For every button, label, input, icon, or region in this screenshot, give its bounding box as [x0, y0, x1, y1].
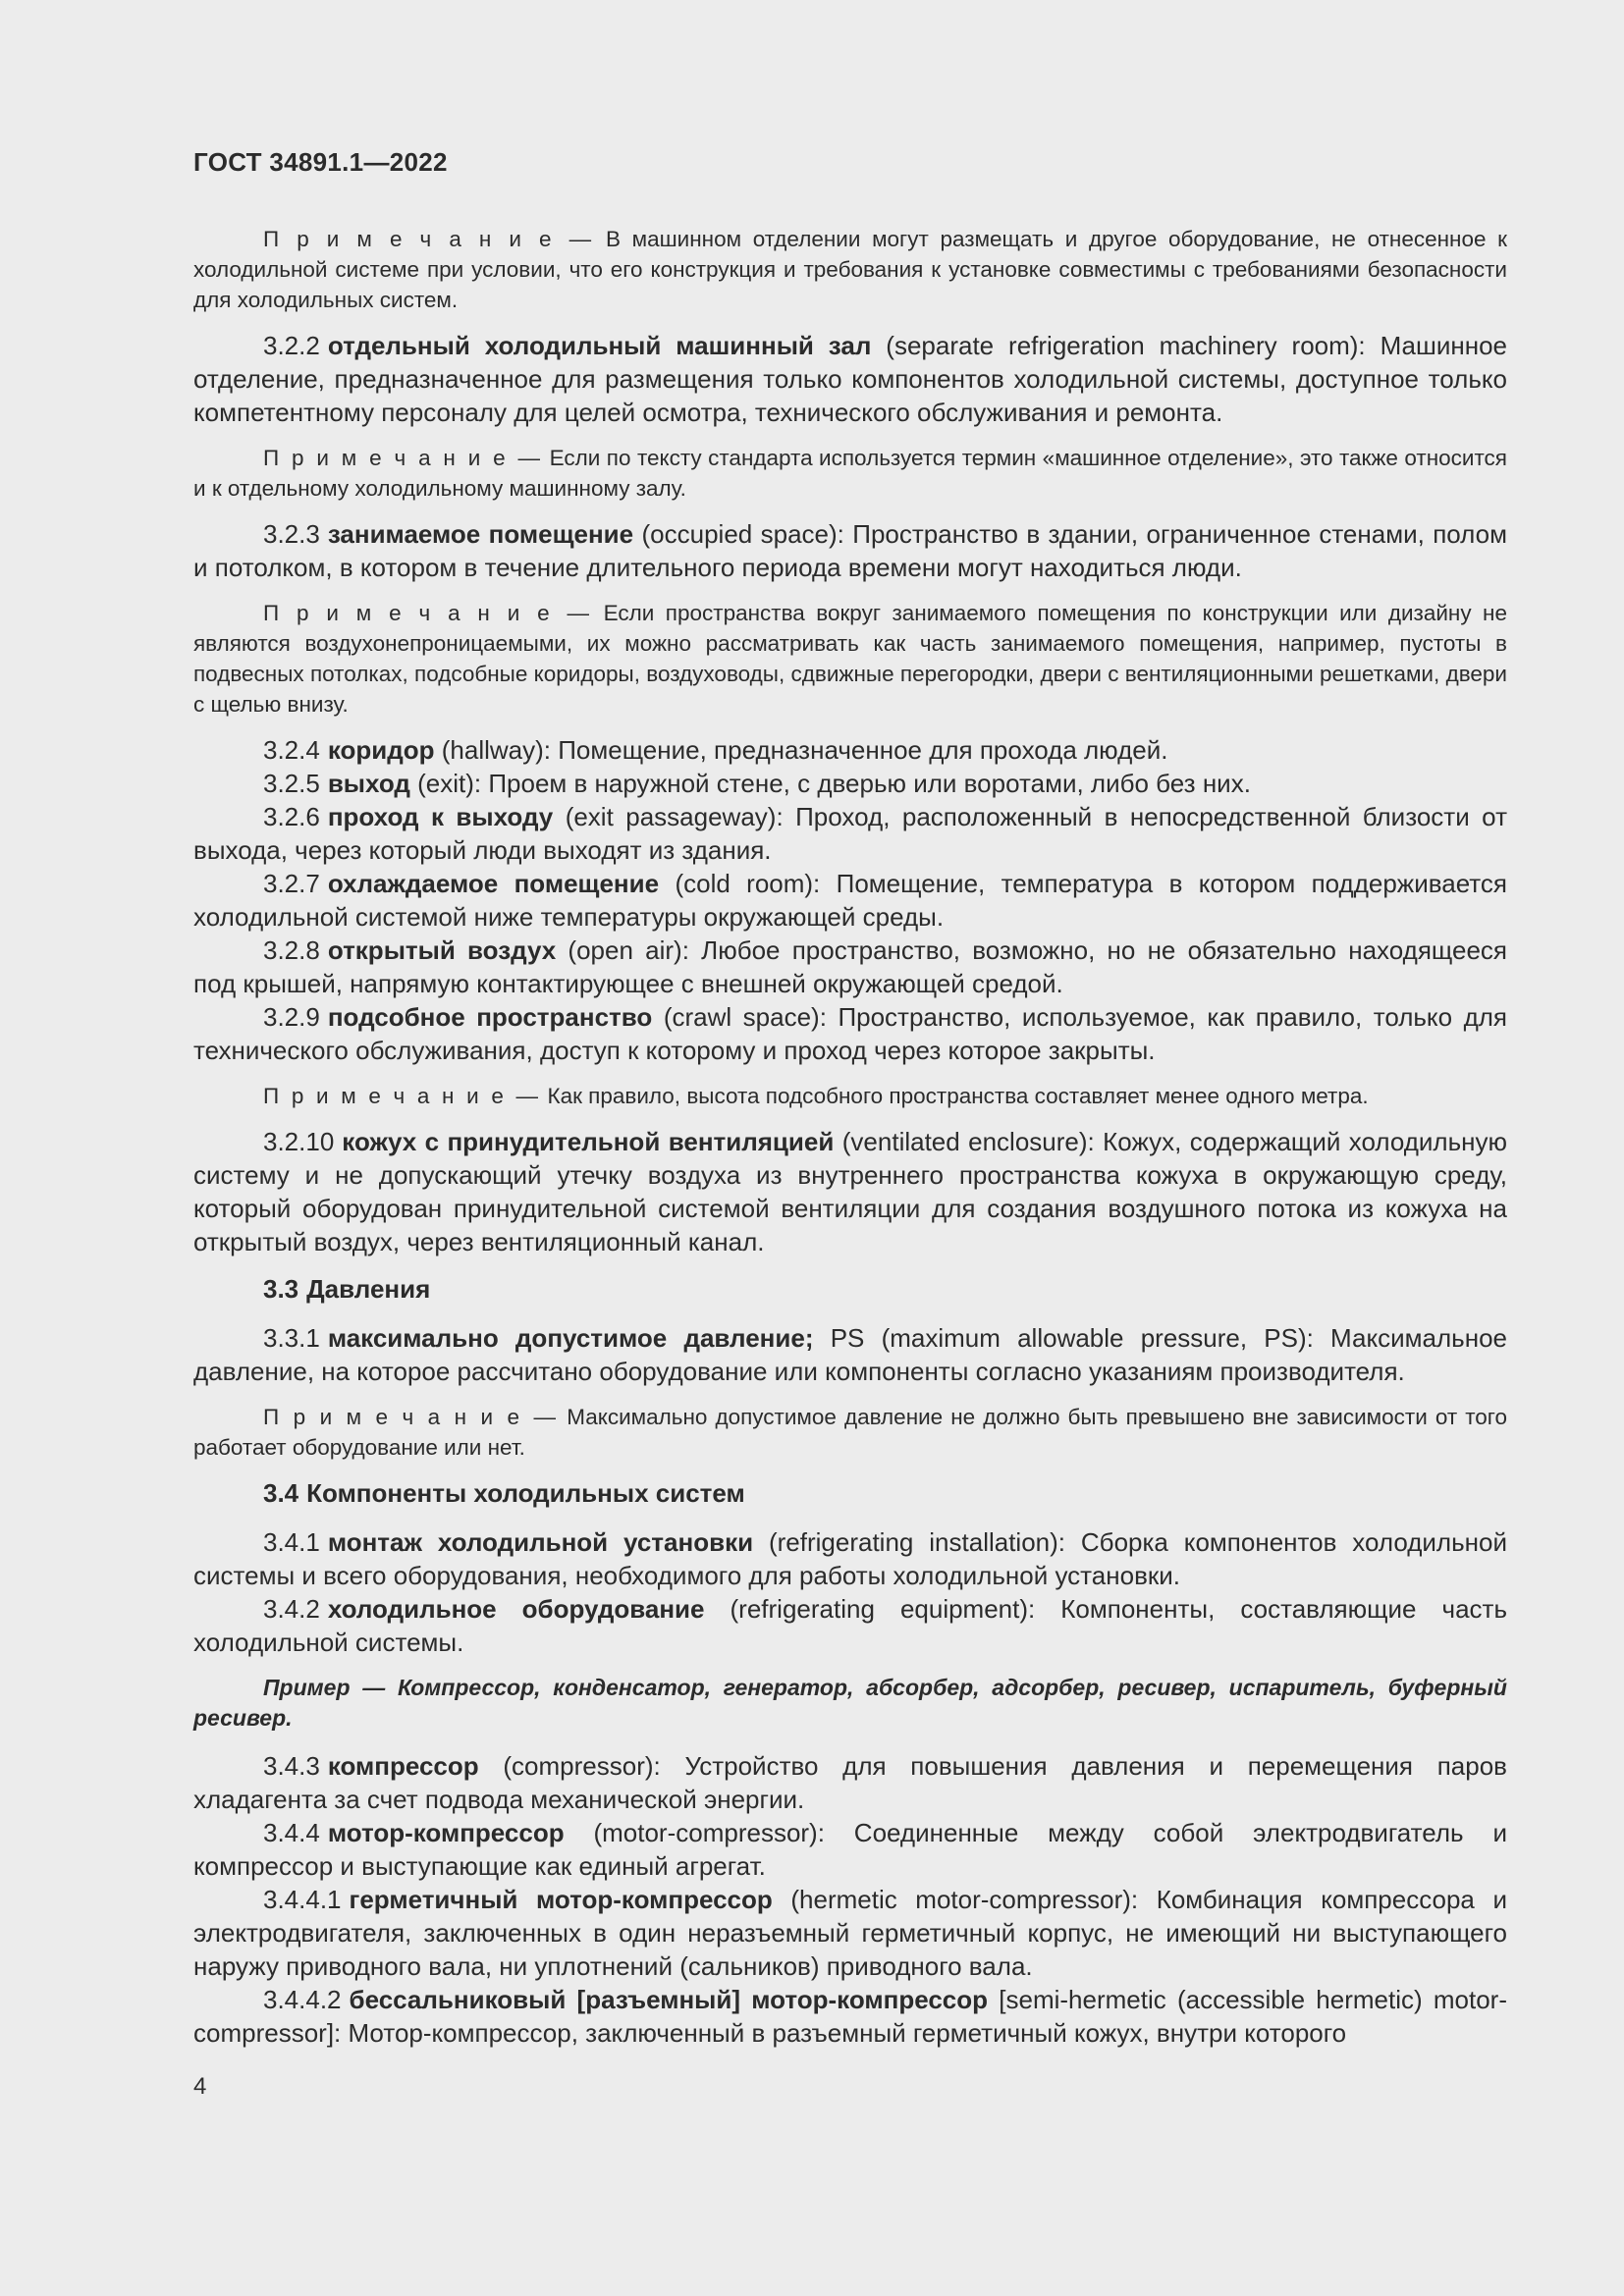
term-definition [193, 1125, 1507, 1258]
term-name: компрессор [327, 1751, 479, 1781]
term-text: (cold room): Помещение, температура в котором поддерживается холодильной системой ниже температуры окружающей среды. [193, 869, 1507, 932]
term-number: 3.2.7 [263, 869, 320, 898]
term-text: PS (maximum allowable pressure, PS): Максимальное давление, на которое рассчитано оборудование или компоненты согласно указаниям производителя. [193, 1323, 1507, 1386]
example-text: Пример — Компрессор, конденсатор, генератор, абсорбер, адсорбер, ресивер, испаритель, буферный ресивер. [193, 1675, 1507, 1731]
term-text: (crawl space): Пространство, используемое, как правило, только для технического обслуживания, доступ к которому и проход через которое закрыты. [193, 1002, 1507, 1065]
term-definition [193, 1525, 1507, 1592]
note-text: Если пространства вокруг занимаемого помещения по конструкции или дизайну не являются воздухонепроницаемыми, их можно рассматривать как часть занимаемого помещения, например, пустоты в подвесных потолках, подсобные коридоры, воздуховоды, сдвижные перегородки, двери с вентиляционными решетками, двери с щелью внизу. [193, 601, 1507, 717]
term-text: (hermetic motor-compressor): Комбинация компрессора и электродвигателя, заключенных в один неразъемный герметичный корпус, не имеющий ни выступающего наружу приводного вала, ни уплотнений (сальников) приводного вала. [193, 1885, 1507, 1981]
term-definition [193, 733, 1507, 767]
term-definition [193, 1321, 1507, 1388]
note-label: П р и м е ч а н и е — [263, 227, 595, 251]
term-text: (hallway): Помещение, предназначенное для прохода людей. [441, 735, 1168, 765]
term-number: 3.4.3 [263, 1751, 320, 1781]
term-definition [193, 329, 1507, 429]
section-number: 3.4 [263, 1478, 299, 1508]
section-title: Давления [306, 1274, 431, 1304]
note-text: Если по тексту стандарта используется термин «машинное отделение», это также относится и к отдельному холодильному машинному залу. [193, 446, 1507, 501]
term-definition [193, 1816, 1507, 1883]
term-name: отдельный холодильный машинный зал [327, 331, 872, 360]
term-text: (occupied space): Пространство в здании, ограниченное стенами, полом и потолком, в котором в течение длительного периода времени могут находиться люди. [193, 519, 1507, 582]
term-number: 3.2.4 [263, 735, 320, 765]
term-text: [semi-hermetic (accessible hermetic) motor-compressor]: Мотор-компрессор, заключенный в разъемный герметичный кожух, внутри которого [193, 1985, 1507, 2048]
term-definition [193, 800, 1507, 867]
term-name: бессальниковый [разъемный] мотор-компрессор [349, 1985, 989, 2014]
term-number: 3.2.2 [263, 331, 320, 360]
term-text: (refrigerating installation): Сборка компонентов холодильной системы и всего оборудования, необходимого для работы холодильной установки. [193, 1527, 1507, 1590]
term-definition [193, 867, 1507, 934]
section-heading [193, 1272, 1507, 1306]
note-text: Максимально допустимое давление не должно быть превышено вне зависимости от того работает оборудование или нет. [193, 1405, 1507, 1460]
note-paragraph [193, 1081, 1507, 1111]
term-definition [193, 1000, 1507, 1067]
term-name: максимально допустимое давление; [327, 1323, 814, 1353]
term-definition [193, 1592, 1507, 1659]
note-paragraph [193, 443, 1507, 504]
note-label: П р и м е ч а н и е — [263, 601, 593, 625]
term-number: 3.2.6 [263, 802, 320, 831]
term-name: мотор-компрессор [327, 1818, 565, 1847]
term-name: занимаемое помещение [327, 519, 634, 549]
term-number: 3.4.2 [263, 1594, 320, 1624]
term-name: холодильное оборудование [327, 1594, 705, 1624]
term-number: 3.4.1 [263, 1527, 320, 1557]
term-text: (refrigerating equipment): Компоненты, составляющие часть холодильной системы. [193, 1594, 1507, 1657]
term-definition [193, 767, 1507, 800]
term-number: 3.2.5 [263, 769, 320, 798]
term-text: (separate refrigeration machinery room): Машинное отделение, предназначенное для размещения только компонентов холодильной системы, доступное только компетентному персоналу для целей осмотра, технического обслуживания и ремонта. [193, 331, 1507, 427]
term-number: 3.2.3 [263, 519, 320, 549]
note-label: П р и м е ч а н и е — [263, 446, 544, 470]
term-text: (ventilated enclosure): Кожух, содержащий холодильную систему и не допускающий утечку воздуха из внутреннего пространства кожуха в окружающую среду, который оборудован принудительной системой вентиляции для создания воздушного потока из кожуха на открытый воздух, через вентиляционный канал. [193, 1127, 1507, 1256]
section-title: Компоненты холодильных систем [306, 1478, 745, 1508]
term-text: (exit): Проем в наружной стене, с дверью или воротами, либо без них. [417, 769, 1251, 798]
term-name: охлаждаемое помещение [327, 869, 660, 898]
term-name: выход [327, 769, 410, 798]
term-name: открытый воздух [327, 935, 557, 965]
term-text: (motor-compressor): Соединенные между собой электродвигатель и компрессор и выступающие как единый агрегат. [193, 1818, 1507, 1881]
term-number: 3.2.9 [263, 1002, 320, 1032]
term-name: подсобное пространство [327, 1002, 653, 1032]
section-number: 3.3 [263, 1274, 299, 1304]
term-name: герметичный мотор-компрессор [349, 1885, 773, 1914]
note-text: Как правило, высота подсобного пространства составляет менее одного метра. [547, 1084, 1369, 1108]
note-paragraph [193, 224, 1507, 315]
document-body [193, 224, 1507, 2050]
note-paragraph [193, 598, 1507, 720]
document-header: ГОСТ 34891.1—2022 [193, 147, 448, 177]
term-definition [193, 1983, 1507, 2050]
page-number: 4 [193, 2073, 207, 2100]
term-number: 3.4.4.1 [263, 1885, 342, 1914]
term-name: проход к выходу [327, 802, 554, 831]
term-name: монтаж холодильной установки [327, 1527, 754, 1557]
term-definition [193, 1883, 1507, 1983]
term-name: кожух с принудительной вентиляцией [342, 1127, 835, 1156]
term-text: (compressor): Устройство для повышения давления и перемещения паров хладагента за счет подвода механической энергии. [193, 1751, 1507, 1814]
note-paragraph [193, 1402, 1507, 1463]
term-number: 3.3.1 [263, 1323, 320, 1353]
example-paragraph [193, 1673, 1507, 1734]
term-number: 3.4.4 [263, 1818, 320, 1847]
section-heading [193, 1476, 1507, 1510]
note-label: П р и м е ч а н и е — [263, 1084, 542, 1108]
term-number: 3.4.4.2 [263, 1985, 342, 2014]
term-text: (open air): Любое пространство, возможно, но не обязательно находящееся под крышей, напрямую контактирующее с внешней окружающей средой. [193, 935, 1507, 998]
term-text: (exit passageway): Проход, расположенный в непосредственной близости от выхода, через который люди выходят из здания. [193, 802, 1507, 865]
term-definition [193, 934, 1507, 1000]
term-number: 3.2.10 [263, 1127, 335, 1156]
note-text: В машинном отделении могут размещать и другое оборудование, не отнесенное к холодильной системе при условии, что его конструкция и требования к установке совместимы с требованиями безопасности для холодильных систем. [193, 227, 1507, 312]
note-label: П р и м е ч а н и е — [263, 1405, 560, 1429]
term-definition [193, 1749, 1507, 1816]
term-name: коридор [327, 735, 435, 765]
term-number: 3.2.8 [263, 935, 320, 965]
term-definition [193, 517, 1507, 584]
